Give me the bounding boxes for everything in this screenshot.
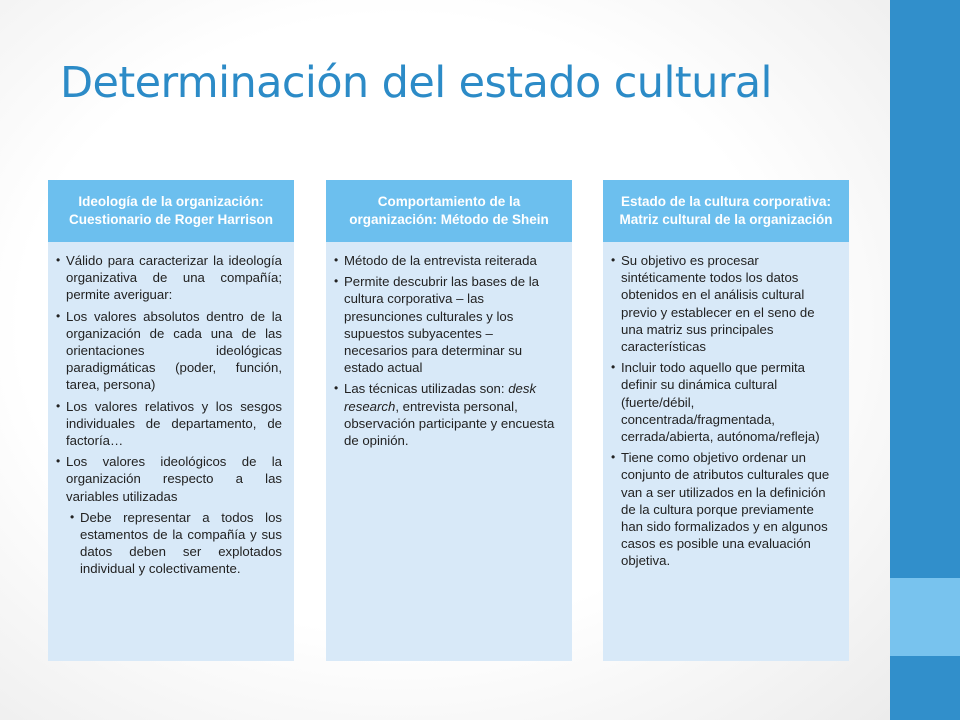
bullet-icon: • — [334, 253, 339, 267]
bullet-icon: • — [56, 398, 61, 413]
column-ideologia — [48, 180, 294, 661]
column-body — [48, 242, 294, 661]
bullet-icon: • — [56, 308, 61, 323]
bullet-icon: • — [334, 381, 339, 396]
column-estado-cultura — [603, 180, 849, 661]
slide-title: Determinación del estado cultural — [60, 58, 772, 108]
column-body — [603, 242, 849, 661]
list-item: • Válido para caracterizar la ideología organizativa de una compañía; permite averiguar: — [56, 253, 282, 303]
sub-list-item: • Debe representar a todos los estamentos de la compañía y sus datos deben ser explotados individual y colectivamente. — [70, 509, 282, 577]
list-item: • Su objetivo es procesar sintéticamente todos los datos obtenidos en el análisis cultural previo y establecer en el seno de una matriz sus principales características — [611, 253, 815, 355]
column-body — [326, 242, 572, 661]
list-item: • Los valores relativos y los sesgos individuales de departamento, de factoría… — [56, 398, 282, 449]
list-item: • Los valores absolutos dentro de la organización de cada una de las orientaciones ideológicas paradigmáticas (poder, función, tarea, persona) — [56, 308, 282, 393]
bullet-icon: • — [611, 253, 616, 267]
sidebar-accent-middle — [890, 578, 960, 656]
list-item: • Permite descubrir las bases de la cultura corporativa – las presunciones culturales y los supuestos subyacentes – necesarios para determinar su estado actual — [334, 274, 539, 376]
sidebar-accent-bottom — [890, 656, 960, 720]
sidebar-accent-top — [890, 0, 960, 578]
bullet-icon: • — [611, 360, 616, 375]
bullet-icon: • — [70, 509, 75, 524]
column-header: Ideología de la organización: Cuestionario de Roger Harrison — [48, 180, 294, 242]
list-item: • Tiene como objetivo ordenar un conjunto de atributos culturales que van a ser utilizados en la definición de la cultura porque previamente han sido formalizados y en algunos casos es posible una evaluación objetiva. — [611, 450, 830, 569]
column-header: Estado de la cultura corporativa: Matriz cultural de la organización — [603, 180, 849, 242]
list-item: • Método de la entrevista reiterada — [334, 253, 537, 268]
list-item: • Las técnicas utilizadas son: desk research, entrevista personal, observación participante y encuesta de opinión. — [334, 381, 555, 449]
list-item: • Incluir todo aquello que permita definir su dinámica cultural (fuerte/débil, concentrada/fragmentada, cerrada/abierta, autónoma/refleja) — [611, 360, 820, 445]
bullet-icon: • — [334, 274, 339, 289]
bullet-icon: • — [56, 454, 61, 469]
column-header: Comportamiento de la organización: Método de Shein — [326, 180, 572, 242]
bullet-icon: • — [56, 253, 61, 267]
bullet-icon: • — [611, 450, 616, 465]
emphasis-text: desk research — [344, 381, 537, 414]
list-item: • Los valores ideológicos de la organización respecto a las variables utilizadas — [56, 454, 282, 504]
column-comportamiento — [326, 180, 572, 661]
